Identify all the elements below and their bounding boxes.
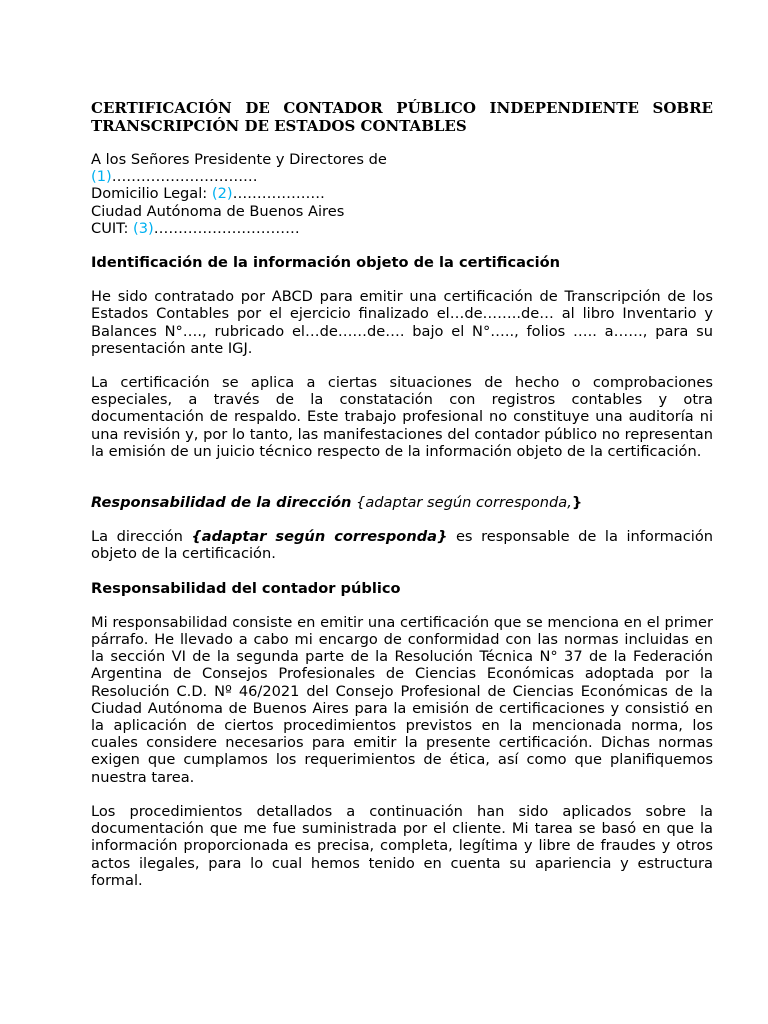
paragraph-scope: La certificación se aplica a ciertas situaciones de hecho o comprobaciones especiales, a través de la constatación con registros contables y otra documentación de respaldo. Este trabajo profesional no constituye una auditoría ni una revisión y, por lo tanto, las manifestaciones del contador público no representan la emisión de un juicio técnico respecto de la información objeto de la certificación. xyxy=(91,374,713,460)
reference-note-2: (2) xyxy=(211,185,233,203)
reference-note-3: (3) xyxy=(133,219,154,237)
management-heading-brace: } xyxy=(571,494,583,512)
company-name-line xyxy=(91,168,713,185)
management-para-prefix: La dirección xyxy=(91,528,192,546)
company-name-placeholder: ………………………… xyxy=(111,168,258,186)
reference-note-1: (1) xyxy=(91,168,112,186)
cuit-line xyxy=(91,220,713,237)
legal-address-placeholder: ………………. xyxy=(232,185,325,203)
cuit-placeholder: ………………………… xyxy=(153,219,300,237)
section-heading-identification: Identificación de la información objeto de la certificación xyxy=(91,254,561,272)
section-heading-accountant: Responsabilidad del contador público xyxy=(91,579,401,597)
section-heading-management xyxy=(91,494,713,511)
legal-address-line xyxy=(91,185,713,202)
document-title xyxy=(91,100,713,135)
management-heading-note: {adaptar según corresponda, xyxy=(351,494,572,512)
city-line: Ciudad Autónoma de Buenos Aires xyxy=(91,202,345,220)
title-line-2: TRANSCRIPCIÓN DE ESTADOS CONTABLES xyxy=(91,116,467,135)
paragraph-engagement: He sido contratado por ABCD para emitir una certificación de Transcripción de los Estados Contables por el ejercicio finalizado el…de……..de… al libro Inventario y Balances N°…., rubricado el…de……de…. bajo el N°….., folios ….. a……, para su presentación ante IGJ. xyxy=(91,288,713,357)
paragraph-procedures: Los procedimientos detallados a continuación han sido aplicados sobre la documentación que me fue suministrada por el cliente. Mi tarea se basó en que la información proporcionada es precisa, completa, legítima y libre de fraudes y otros actos ilegales, para lo cual hemos tenido en cuenta su apariencia y estructura formal. xyxy=(91,802,713,889)
salutation: A los Señores Presidente y Directores de xyxy=(91,151,387,168)
management-para-adapt: {adaptar según corresponda} xyxy=(191,528,448,546)
cuit-label: CUIT: xyxy=(91,219,134,237)
paragraph-responsibility: Mi responsabilidad consiste en emitir una certificación que se menciona en el primer párrafo. He llevado a cabo mi encargo de conformidad con las normas incluidas en la sección VI de la segunda parte de la Resolución Técnica N° 37 de la Federación Argentina de Consejos Profesionales de Ciencias Económicas adoptada por la Resolución C.D. Nº 46/2021 del Consejo Profesional de Ciencias Económicas de la Ciudad Autónoma de Buenos Aires para la emisión de certificaciones y consistió en la aplicación de ciertos procedimientos previstos en la mencionada norma, los cuales considere necesarios para emitir la presente certificación. Dichas normas exigen que cumplamos los requerimientos de ética, así como que planifiquemos nuestra tarea. xyxy=(91,613,713,786)
management-para-suffix: es responsable de la información objeto de la certificación. xyxy=(91,528,714,563)
legal-address-label: Domicilio Legal: xyxy=(91,185,212,203)
address-block xyxy=(91,151,713,237)
paragraph-management xyxy=(91,528,713,562)
title-line-1: CERTIFICACIÓN DE CONTADOR PÚBLICO INDEPENDIENTE SOBRE xyxy=(91,99,713,117)
management-heading-text: Responsabilidad de la dirección xyxy=(91,494,352,512)
document-page xyxy=(91,100,713,889)
